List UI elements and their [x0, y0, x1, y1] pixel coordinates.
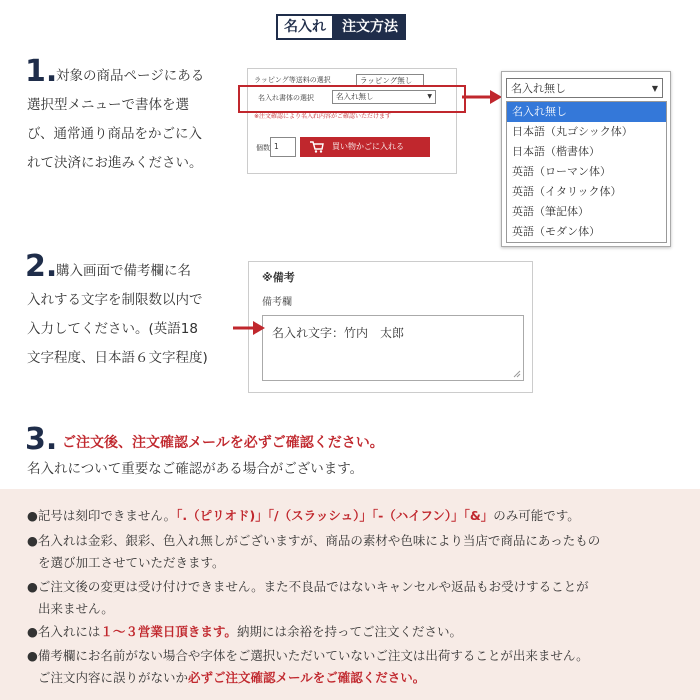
dropdown-option[interactable]: 日本語（丸ゴシック体） [512, 125, 633, 138]
section-header [276, 14, 406, 40]
step2-line-2: 入れする文字を制限数以内で [27, 292, 203, 308]
cart-button-label: 買い物かごに入れる [332, 142, 404, 151]
note-2-line-2: を選び加工させていただきます。 [38, 555, 225, 570]
step3-headline: ご注文後、注文確認メールを必ずご確認ください。 [62, 435, 384, 451]
step2-line-1: 購入画面で備考欄に名 [56, 263, 191, 279]
dropdown-option[interactable]: 英語（筆記体） [512, 205, 589, 218]
step3-number: 3. [25, 422, 58, 457]
dropdown-option[interactable]: 英語（イタリック体） [512, 185, 622, 198]
note-5-b: 必ずご注文確認メールをご確認ください。 [188, 670, 426, 685]
qty-input[interactable] [270, 137, 296, 157]
font-dropdown[interactable] [501, 71, 671, 247]
dropdown-current-value: 名入れ無し [511, 82, 566, 95]
note-2-line-1: ●名入れは金彩、銀彩、色入れ無しがございますが、商品の素材や色味により当店で商品にあったもの [27, 533, 601, 548]
wrap-select-value: ラッピング無し [360, 76, 413, 85]
note-3-line-2: 出来ません。 [38, 601, 114, 616]
font-label: 名入れ書体の選択 [258, 94, 314, 102]
note-1-b: 「.（ピリオド)」「/（スラッシュ）」「-（ハイフン）」「&」 [176, 508, 494, 523]
header-part1: 名入れ [276, 14, 334, 40]
highlight-frame [238, 85, 466, 113]
dropdown-options [506, 101, 667, 243]
remarks-text: 名入れ文字：竹内 太郎 [272, 326, 405, 340]
add-to-cart-button[interactable] [300, 137, 430, 157]
product-form-mock [247, 68, 457, 174]
note-4-b: １～３営業日頂きます。 [100, 624, 237, 639]
step1-number: 1. [25, 54, 58, 89]
step3-sub: 名入れについて重要なご確認がある場合がございます。 [27, 461, 364, 477]
wrap-label: ラッピング等送料の選択 [254, 76, 331, 84]
step1-line-1: 対象の商品ページにある [56, 68, 205, 84]
dropdown-option[interactable]: 日本語（楷書体） [512, 145, 600, 158]
step1-line-3: び、通常通り商品をかごに入 [27, 126, 202, 142]
form-note: ※注文確認により名入れ内容がご確認いただけます [254, 113, 392, 120]
dropdown-option[interactable]: 英語（モダン体） [512, 225, 601, 238]
dropdown-option[interactable]: 名入れ無し [507, 102, 666, 122]
step2-line-3: 入力してください。(英語18 [27, 321, 198, 337]
note-4-a: ●名入れには [27, 624, 101, 639]
dropdown-current[interactable] [506, 78, 663, 98]
dropdown-option[interactable]: 英語（ローマン体） [512, 165, 611, 178]
note-5-line-2 [38, 667, 425, 689]
step1-line-4: れて決済にお進みください。 [27, 155, 203, 171]
note-1 [27, 505, 580, 527]
note-1-c: のみ可能です。 [493, 508, 580, 523]
step2-line-4: 文字程度、日本語６文字程度) [27, 350, 208, 366]
header-part2: 注文方法 [334, 14, 406, 40]
step2-number: 2. [25, 249, 58, 284]
chevron-down-icon: ▼ [651, 84, 658, 93]
resize-handle-icon[interactable] [513, 370, 521, 378]
remarks-title: ※備考 [262, 271, 295, 284]
qty-value: 1 [274, 142, 279, 151]
qty-label: 個数 [256, 144, 270, 152]
note-1-a: ●記号は刻印できません。 [27, 508, 177, 523]
note-4-c: 納期には余裕を持ってご注文ください。 [236, 624, 462, 639]
cart-icon [310, 137, 324, 157]
chevron-down-icon: ▼ [427, 93, 432, 100]
remarks-textarea[interactable] [262, 315, 524, 381]
note-4 [27, 621, 462, 643]
arrow-right-icon [462, 86, 504, 108]
note-3-line-1: ●ご注文後の変更は受け付けできません。また不良品ではないキャンセルや返品もお受けすることが [27, 579, 589, 594]
remarks-label: 備考欄 [262, 297, 292, 308]
note-5-line-1: ●備考欄にお名前がない場合や字体をご選択いただいていないご注文は出荷することが出来ません。 [27, 648, 589, 663]
arrow-right-icon [233, 318, 267, 338]
font-select-value: 名入れ無し [336, 92, 374, 101]
step1-line-2: 選択型メニューで書体を選 [27, 97, 189, 113]
note-5-a: ご注文内容に誤りがないか [38, 670, 189, 685]
